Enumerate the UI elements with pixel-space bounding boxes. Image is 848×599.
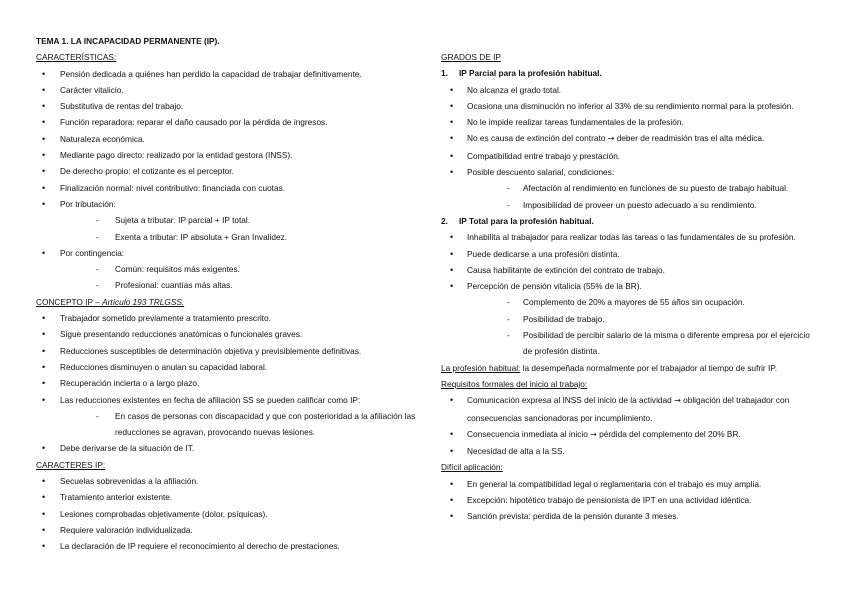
- requisitos-list: [441, 392, 819, 459]
- list-item: • Ocasiona una disminución no inferior al 33% de su rendimiento normal para la profesión.: [441, 98, 819, 114]
- sublist: [60, 212, 431, 245]
- sublist-item: - Posibilidad de percibir salario de la misma o diferente empresa por el ejercicio de profesión distinta.: [467, 327, 819, 360]
- list-item: • Trabajador sometido previamente a tratamiento prescrito.: [36, 310, 431, 326]
- list-item: • Compatibilidad entre trabajo y prestación.: [441, 148, 819, 164]
- list-item-text: obligación del trabajador con consecuencias sancionadoras por incumplimiento.: [467, 395, 790, 423]
- list-item: • Puede dedicarse a una profesión distinta.: [441, 246, 819, 262]
- list-item-text: deber de readmisión tras el alta médica.: [616, 133, 765, 144]
- list-item: • Recuperación incierta o a largo plazo.: [36, 375, 431, 391]
- ip-parcial-heading-text: IP Parcial para la profesión habitual.: [459, 68, 602, 79]
- profesion-habitual-text: la desempeñada normalmente por el trabajador al tiempo de sufrir IP.: [520, 362, 778, 373]
- list-item: • Excepción: hipotético trabajo de pensionista de IPT en una actividad idéntica.: [441, 492, 819, 508]
- sublist-item: - Profesional: cuantías más altas.: [60, 277, 431, 293]
- list-item-label: Por tributación:: [60, 198, 116, 209]
- requisitos-heading: Requisitos formales del inicio al trabajo:: [441, 378, 588, 389]
- concepto-heading: [36, 294, 431, 310]
- caracteristicas-list: [36, 66, 431, 294]
- list-item: • Necesidad de alta a la SS.: [441, 443, 819, 459]
- ip-parcial-list: [441, 82, 819, 213]
- profesion-habitual-label: La profesión habitual:: [441, 362, 521, 373]
- dificil-list: [441, 476, 819, 525]
- sublist-item: - Complemento de 20% a mayores de 55 años sin ocupación.: [467, 294, 819, 310]
- list-item: • Función reparadora: reparar el daño causado por la pérdida de ingresos.: [36, 114, 431, 130]
- list-item-text: Consecuencia inmediata al inicio: [467, 428, 588, 439]
- ip-total-list: [441, 229, 819, 359]
- list-item: • No alcanza el grado total.: [441, 82, 819, 98]
- list-item: • Sanción prevista: perdida de la pensión durante 3 meses.: [441, 508, 819, 524]
- list-item-text: pérdida del complemento del 20% BR.: [599, 428, 741, 439]
- list-item-label: Por contingencia:: [60, 247, 125, 258]
- list-item: • No le impide realizar tareas fundamentales de la profesión.: [441, 114, 819, 130]
- ip-total-heading-text: IP Total para la profesión habitual.: [459, 215, 594, 226]
- sublist: [60, 261, 431, 294]
- section-number: 1.: [441, 68, 448, 79]
- list-item: [441, 130, 819, 147]
- list-item: [36, 196, 431, 245]
- list-item: [36, 392, 431, 441]
- list-item: • Reducciones disminuyen o anulan su capacidad laboral.: [36, 359, 431, 375]
- caracteres-heading: CARACTERES IP:: [36, 459, 106, 470]
- left-column: [36, 33, 431, 555]
- list-item: • En general la compatibilidad legal o reglamentaria con el trabajo es muy amplia.: [441, 476, 819, 492]
- sublist-item: - Afectación al rendimiento en funciones de su puesto de trabajo habitual.: [467, 180, 819, 196]
- list-item-text: No es causa de extinción del contrato: [467, 133, 606, 144]
- dificil-heading: Difícil aplicación:: [441, 462, 503, 473]
- list-item: • Causa habilitante de extinción del contrato de trabajo.: [441, 262, 819, 278]
- sublist-item: - Común: requisitos más exigentes.: [60, 261, 431, 277]
- list-item: • Mediante pago directo: realizado por la entidad gestora (INSS).: [36, 147, 431, 163]
- list-item-label: Posible descuento salarial, condiciones:: [467, 167, 615, 178]
- list-item: • De derecho propio: el cotizante es el perceptor.: [36, 163, 431, 179]
- document-title: TEMA 1. LA INCAPACIDAD PERMANENTE (IP).: [36, 36, 220, 46]
- ip-total-heading: [441, 213, 819, 229]
- sublist-item: - Imposibilidad de proveer un puesto adecuado a su rendimiento.: [467, 197, 819, 213]
- ip-parcial-heading: [441, 65, 819, 81]
- right-arrow-icon: →: [674, 396, 681, 406]
- list-item: [36, 245, 431, 294]
- list-item: • Carácter vitalicio.: [36, 82, 431, 98]
- list-item-label: Percepción de pensión vitalicia (55% de la BR).: [467, 281, 642, 292]
- sublist-item: - Posibilidad de trabajo.: [467, 311, 819, 327]
- list-item: • Tratamiento anterior existente.: [36, 489, 431, 505]
- list-item: • Reducciones susceptibles de determinación objetiva y previsiblemente definitivas.: [36, 343, 431, 359]
- list-item: • Pensión dedicada a quiénes han perdido la capacidad de trabajar definitivamente.: [36, 66, 431, 82]
- list-item: [441, 392, 819, 426]
- right-column: [441, 49, 819, 525]
- list-item: [441, 426, 819, 443]
- list-item: • La declaración de IP requiere el reconocimiento al derecho de prestaciones.: [36, 538, 431, 554]
- list-item: [441, 278, 819, 359]
- list-item: • Finalización normal: nivel contributivo: financiada con cuotas.: [36, 180, 431, 196]
- profesion-habitual-paragraph: [441, 360, 819, 376]
- sublist: [60, 408, 431, 441]
- right-arrow-icon: →: [590, 429, 597, 439]
- concepto-heading-article: Artículo 193 TRLGSS.: [102, 296, 185, 307]
- grados-heading: GRADOS DE IP: [441, 52, 501, 62]
- sublist-item: - Exenta a tributar: IP absoluta + Gran Invalidez.: [60, 229, 431, 245]
- list-item: • Requiere valoración individualizada.: [36, 522, 431, 538]
- list-item: • Secuelas sobrevenidas a la afiliación.: [36, 473, 431, 489]
- list-item: • Naturaleza económica.: [36, 131, 431, 147]
- sublist: [467, 180, 819, 213]
- caracteristicas-heading: CARACTERÍSTICAS:: [36, 52, 117, 63]
- concepto-list: [36, 310, 431, 457]
- list-item: • Inhabilita al trabajador para realizar todas las tareas o las fundamentales de su profesión.: [441, 229, 819, 245]
- sublist-item: - Sujeta a tributar: IP parcial + IP total.: [60, 212, 431, 228]
- list-item-text: Comunicación expresa al INSS del inicio de la actividad: [467, 395, 672, 406]
- sublist: [467, 294, 819, 359]
- list-item: • Sigue presentando reducciones anatómicas o funcionales graves.: [36, 326, 431, 342]
- right-arrow-icon: →: [607, 134, 615, 144]
- list-item: • Lesiones comprobadas objetivamente (dolor, psíquicas).: [36, 506, 431, 522]
- list-item: • Debe derivarse de la situación de IT.: [36, 440, 431, 456]
- concepto-heading-text: CONCEPTO IP –: [36, 296, 100, 307]
- list-item: [441, 164, 819, 213]
- section-number: 2.: [441, 215, 448, 226]
- sublist-item: - En casos de personas con discapacidad y que con posterioridad a la afiliación las reducciones se agravan, provocando nuevas lesiones.: [60, 408, 431, 441]
- list-item-label: Las reducciones existentes en fecha de afiliación SS se pueden calificar como IP:: [60, 394, 361, 405]
- caracteres-list: [36, 473, 431, 554]
- list-item: • Substitutiva de rentas del trabajo.: [36, 98, 431, 114]
